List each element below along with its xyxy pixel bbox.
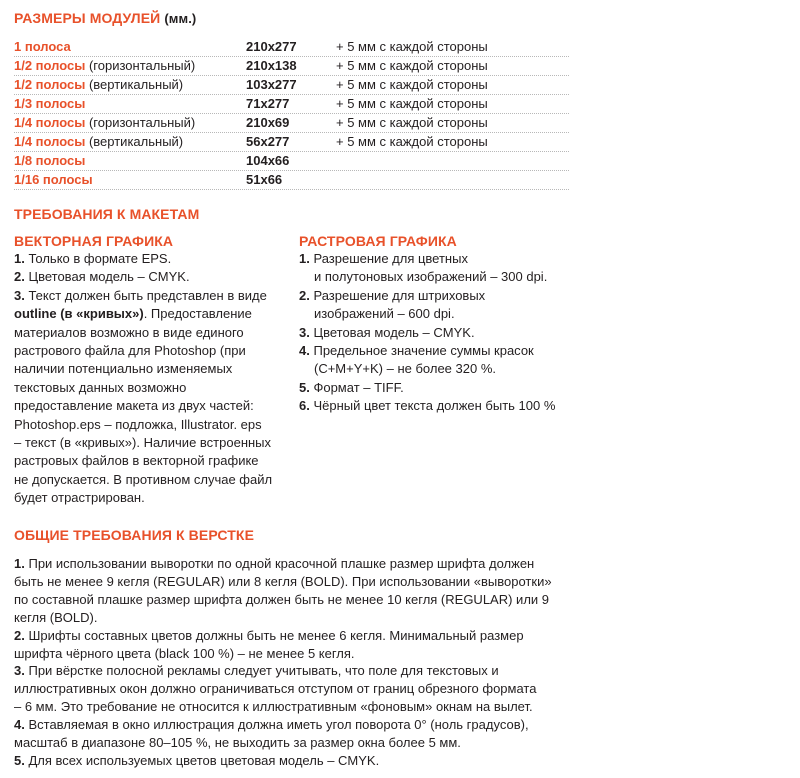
list-text: При вёрстке полосной рекламы следует учитывать, что поле для текстовых и bbox=[28, 663, 499, 679]
module-format: 1/3 полосы bbox=[14, 96, 86, 111]
list-item bbox=[14, 662, 574, 680]
module-orientation: (горизонтальный) bbox=[88, 58, 196, 73]
list-number: 2. bbox=[299, 287, 310, 303]
raster-graphics-list bbox=[299, 250, 589, 416]
list-number: 4. bbox=[14, 717, 25, 733]
vector-item3-continuation bbox=[14, 324, 289, 508]
vector-graphics-heading: ВЕКТОРНАЯ ГРАФИКА bbox=[14, 233, 174, 249]
module-name bbox=[14, 95, 85, 113]
table-row bbox=[14, 133, 569, 152]
list-text: (C+M+Y+K) – не более 320 %. bbox=[314, 361, 496, 377]
list-item bbox=[299, 250, 589, 268]
list-item-line bbox=[299, 360, 589, 378]
list-item: 1. Только в формате EPS. bbox=[14, 251, 172, 266]
table-row bbox=[14, 57, 569, 76]
list-item-line bbox=[14, 680, 574, 698]
list-item: 3. Текст должен быть представлен в виде bbox=[14, 287, 267, 303]
module-size: 51x66 bbox=[246, 172, 283, 187]
list-text: При использовании выворотки по одной красочной плашке размер шрифта должен bbox=[28, 556, 535, 571]
list-item: 2. Цветовая модель – CMYK. bbox=[14, 269, 190, 285]
list-item bbox=[299, 287, 589, 305]
list-number: 5. bbox=[14, 752, 25, 768]
list-text: Вставляемая в окно иллюстрация должна иметь угол поворота 0° (ноль градусов), bbox=[28, 717, 529, 733]
module-orientation: (вертикальный) bbox=[88, 134, 184, 149]
list-item bbox=[14, 555, 574, 573]
module-bleed: + 5 мм с каждой стороны bbox=[336, 134, 488, 149]
list-item bbox=[14, 716, 574, 734]
list-text: Цветовая модель – CMYK. bbox=[313, 324, 475, 340]
list-text: Разрешение для штриховых bbox=[313, 287, 486, 303]
module-name bbox=[14, 38, 71, 56]
list-text: изображений – 600 dpi. bbox=[314, 306, 455, 322]
module-size: 103x277 bbox=[246, 77, 297, 92]
modules-table bbox=[14, 38, 569, 190]
list-item-line bbox=[299, 305, 589, 323]
list-item bbox=[299, 324, 589, 342]
vector-graphics-list bbox=[14, 250, 289, 508]
table-row bbox=[14, 76, 569, 95]
module-format: 1/2 полосы bbox=[14, 58, 86, 73]
list-number: 3. bbox=[14, 663, 25, 679]
table-row bbox=[14, 114, 569, 133]
module-size: 210x69 bbox=[246, 115, 290, 130]
module-name bbox=[14, 57, 195, 75]
module-format: 1/4 полосы bbox=[14, 115, 86, 130]
module-name bbox=[14, 133, 183, 151]
list-text: Предельное значение суммы красок bbox=[313, 343, 534, 359]
list-text: – 6 мм. Это требование не относится к иллюстративным «фоновым» окнам на вылет. bbox=[14, 699, 533, 715]
list-item-line: текстовых данных возможно bbox=[14, 379, 187, 395]
module-bleed: + 5 мм с каждой стороны bbox=[336, 39, 488, 54]
list-item-line: материалов возможно в виде единого bbox=[14, 324, 244, 340]
list-text: по составной плашке размер шрифта должен быть не менее 10 кегля (REGULAR) или 9 bbox=[14, 591, 550, 607]
list-item-line bbox=[14, 591, 574, 609]
module-format: 1/8 полосы bbox=[14, 153, 86, 168]
list-text: и полутоновых изображений – 300 dpi. bbox=[314, 269, 548, 285]
module-name bbox=[14, 171, 93, 189]
list-text: шрифта чёрного цвета (black 100 %) – не менее 5 кегля. bbox=[14, 645, 355, 661]
module-size: 210x138 bbox=[246, 58, 297, 73]
list-number: 1. bbox=[14, 556, 25, 571]
module-size: 104x66 bbox=[246, 153, 290, 168]
module-orientation: (вертикальный) bbox=[88, 77, 184, 92]
module-format: 1/16 полосы bbox=[14, 172, 93, 187]
module-format: 1 полоса bbox=[14, 39, 71, 54]
list-item-line: предоставление макета из двух частей: bbox=[14, 398, 254, 414]
outline-emphasis: outline (в «кривых») bbox=[14, 306, 144, 322]
list-number: 5. bbox=[299, 379, 310, 395]
list-item-line bbox=[299, 268, 589, 286]
list-number: 4. bbox=[299, 343, 310, 359]
list-item bbox=[299, 397, 589, 415]
table-row bbox=[14, 152, 569, 171]
list-item-line bbox=[14, 698, 574, 716]
general-requirements-heading: ОБЩИЕ ТРЕБОВАНИЯ К ВЕРСТКЕ bbox=[14, 527, 255, 543]
list-item-line: не допускается. В противном случае файл bbox=[14, 471, 273, 487]
list-number: 6. bbox=[299, 398, 310, 414]
list-item-line: растрового файла для Photoshop (при bbox=[14, 343, 246, 359]
list-text: Шрифты составных цветов должны быть не менее 6 кегля. Минимальный размер bbox=[28, 627, 524, 643]
module-size: 210x277 bbox=[246, 39, 297, 54]
module-bleed: + 5 мм с каждой стороны bbox=[336, 115, 488, 130]
list-item-line bbox=[14, 734, 574, 752]
module-bleed: + 5 мм с каждой стороны bbox=[336, 96, 488, 111]
modules-heading bbox=[14, 10, 196, 26]
layout-requirements-heading: ТРЕБОВАНИЯ К МАКЕТАМ bbox=[14, 206, 200, 222]
module-bleed: + 5 мм с каждой стороны bbox=[336, 58, 488, 73]
list-item-line: наличии потенциально изменяемых bbox=[14, 361, 233, 377]
module-format: 1/2 полосы bbox=[14, 77, 86, 92]
list-item bbox=[14, 752, 574, 770]
list-text: Разрешение для цветных bbox=[313, 251, 468, 266]
list-text: масштаб в диапазоне 80–105 %, не выходить за размер окна более 5 мм. bbox=[14, 735, 461, 751]
module-name bbox=[14, 152, 85, 170]
list-text: Для всех используемых цветов цветовая модель – CMYK. bbox=[28, 752, 380, 768]
list-number: 2. bbox=[14, 627, 25, 643]
list-item-line bbox=[14, 609, 574, 627]
table-row bbox=[14, 171, 569, 190]
module-format: 1/4 полосы bbox=[14, 134, 86, 149]
list-text: Формат – TIFF. bbox=[313, 379, 404, 395]
list-item-line: Photoshop.eps – подложка, Illustrator. eps bbox=[14, 416, 262, 432]
list-text: быть не менее 9 кегля (REGULAR) или 8 кегля (BOLD). При использовании «выворотки» bbox=[14, 573, 552, 589]
list-item bbox=[14, 627, 574, 645]
list-item-line: outline (в «кривых»). Предоставление bbox=[14, 306, 252, 322]
list-number: 3. bbox=[299, 324, 310, 340]
list-text: иллюстративных окон должно ограничиваться отступом от границ обрезного формата bbox=[14, 681, 537, 697]
list-item-line bbox=[14, 573, 574, 591]
module-name bbox=[14, 76, 183, 94]
raster-graphics-heading: РАСТРОВАЯ ГРАФИКА bbox=[299, 233, 457, 249]
list-number: 1. bbox=[299, 251, 310, 266]
modules-title: РАЗМЕРЫ МОДУЛЕЙ bbox=[14, 10, 161, 26]
list-text: кегля (BOLD). bbox=[14, 609, 98, 625]
modules-unit: (мм.) bbox=[164, 11, 197, 26]
table-row bbox=[14, 38, 569, 57]
list-item-line bbox=[14, 645, 574, 663]
list-item bbox=[299, 342, 589, 360]
module-size: 71x277 bbox=[246, 96, 290, 111]
list-item bbox=[299, 379, 589, 397]
module-size: 56x277 bbox=[246, 134, 290, 149]
list-item-line: – текст (в «кривых»). Наличие встроенных bbox=[14, 435, 272, 451]
list-item-line: растровых файлов в векторной графике bbox=[14, 453, 259, 469]
list-text: Чёрный цвет текста должен быть 100 % bbox=[313, 398, 556, 414]
table-row bbox=[14, 95, 569, 114]
module-orientation: (горизонтальный) bbox=[88, 115, 196, 130]
module-bleed: + 5 мм с каждой стороны bbox=[336, 77, 488, 92]
module-name bbox=[14, 114, 195, 132]
general-requirements-list bbox=[14, 555, 574, 770]
list-item-line: будет отрастрирован. bbox=[14, 490, 145, 506]
